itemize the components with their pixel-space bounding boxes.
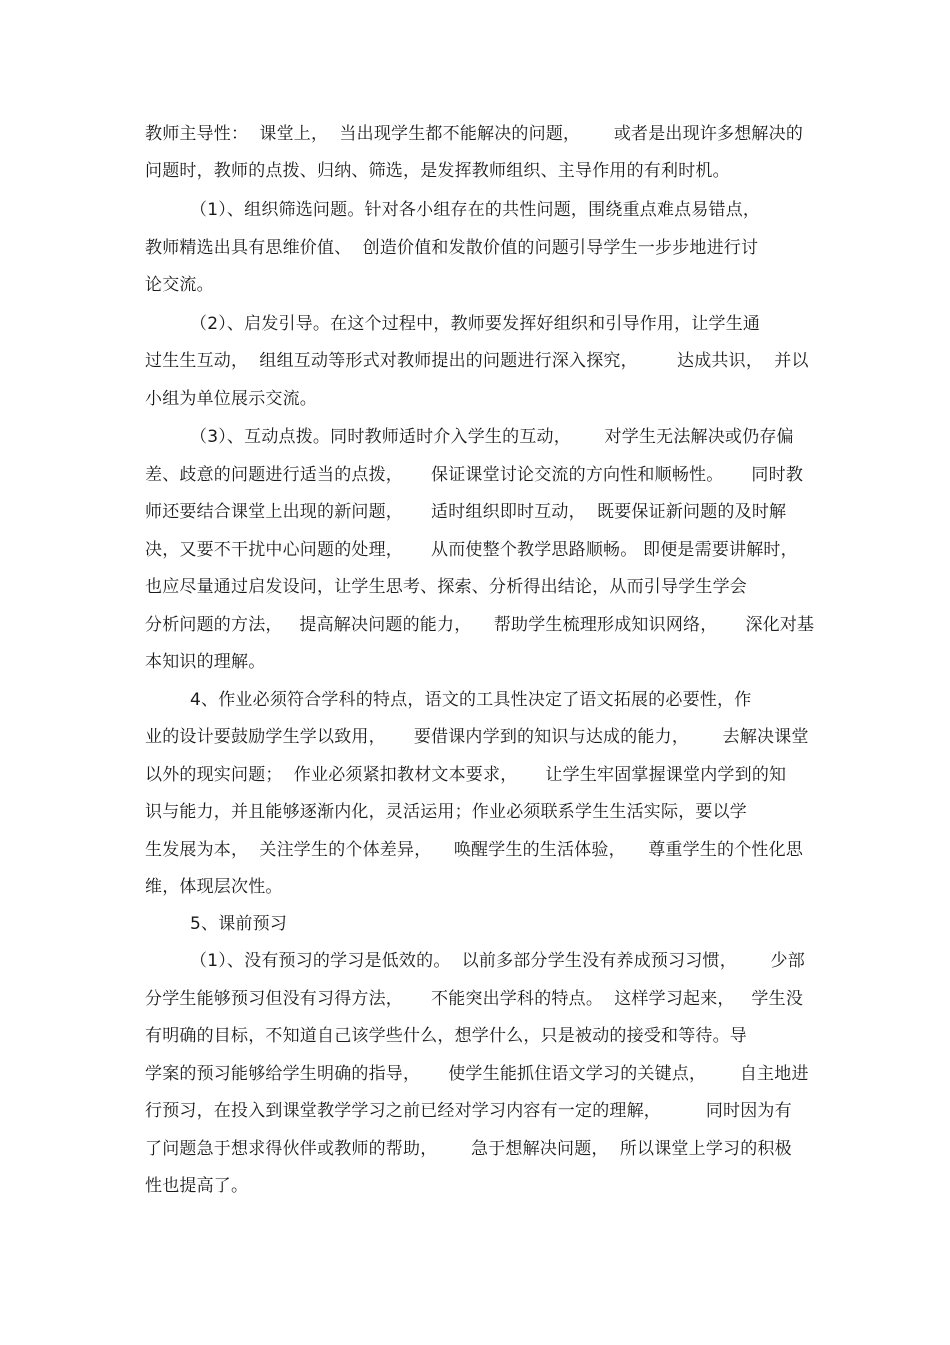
text-line: 小组为单位展示交流。 — [145, 389, 317, 409]
text-line: 过生生互动， 组组互动等形式对教师提出的问题进行深入探究， 达成共识， 并以 — [145, 351, 809, 371]
text-line: 教师主导性： 课堂上， 当出现学生都不能解决的问题， 或者是出现许多想解决的 — [145, 124, 804, 144]
text-line: 教师精选出具有思维价值、 创造价值和发散价值的问题引导学生一步步地进行讨 — [145, 238, 759, 258]
text-line: 业的设计要鼓励学生学以致用， 要借课内学到的知识与达成的能力， 去解决课堂 — [145, 727, 809, 747]
text-line: 以外的现实问题； 作业必须紧扣教材文本要求， 让学生牢固掌握课堂内学到的知 — [145, 765, 787, 785]
text-line: 有明确的目标，不知道自己该学些什么，想学什么，只是被动的接受和等待。导 — [145, 1026, 747, 1046]
text-line: 性也提高了。 — [145, 1176, 249, 1196]
text-line: 维，体现层次性。 — [145, 877, 283, 897]
text-line: 4、作业必须符合学科的特点，语文的工具性决定了语文拓展的必要性，作 — [190, 690, 752, 710]
text-line: （3）、互动点拨。同时教师适时介入学生的互动， 对学生无法解决或仍存偏 — [190, 427, 794, 447]
text-line: 本知识的理解。 — [145, 652, 266, 672]
text-line: 也应尽量通过启发设问，让学生思考、探索、分析得出结论，从而引导学生学会 — [145, 577, 747, 597]
text-line: （1）、没有预习的学习是低效的。 以前多部分学生没有养成预习习惯， 少部 — [190, 951, 805, 971]
text-line: 差、歧意的问题进行适当的点拨， 保证课堂讨论交流的方向性和顺畅性。 同时教 — [145, 465, 804, 485]
text-line: 了问题急于想求得伙伴或教师的帮助， 急于想解决问题， 所以课堂上学习的积极 — [145, 1139, 792, 1159]
text-line: （1）、组织筛选问题。针对各小组存在的共性问题，围绕重点难点易错点， — [190, 200, 761, 220]
section-heading: 5、课前预习 — [190, 914, 288, 934]
text-line: 问题时，教师的点拨、归纳、筛选，是发挥教师组织、主导作用的有利时机。 — [145, 161, 730, 181]
text-line: 识与能力，并且能够逐渐内化，灵活运用；作业必须联系学生生活实际，要以学 — [145, 802, 747, 822]
text-line: 分析问题的方法， 提高解决问题的能力， 帮助学生梳理形成知识网络， 深化对基 — [145, 615, 815, 635]
text-line: 论交流。 — [145, 275, 214, 295]
text-line: 分学生能够预习但没有习得方法， 不能突出学科的特点。 这样学习起来， 学生没 — [145, 989, 804, 1009]
text-line: 学案的预习能够给学生明确的指导， 使学生能抓住语文学习的关键点， 自主地进 — [145, 1064, 809, 1084]
text-line: 生发展为本， 关注学生的个体差异， 唤醒学生的生活体验， 尊重学生的个性化思 — [145, 840, 804, 860]
text-line: 行预习，在投入到课堂教学学习之前已经对学习内容有一定的理解， 同时因为有 — [145, 1101, 792, 1121]
text-line: （2）、启发引导。在这个过程中，教师要发挥好组织和引导作用，让学生通 — [190, 314, 761, 334]
text-line: 师还要结合课堂上出现的新问题， 适时组织即时互动， 既要保证新问题的及时解 — [145, 502, 787, 522]
text-line: 决，又要不干扰中心问题的处理， 从而使整个教学思路顺畅。 即便是需要讲解时， — [145, 540, 798, 560]
